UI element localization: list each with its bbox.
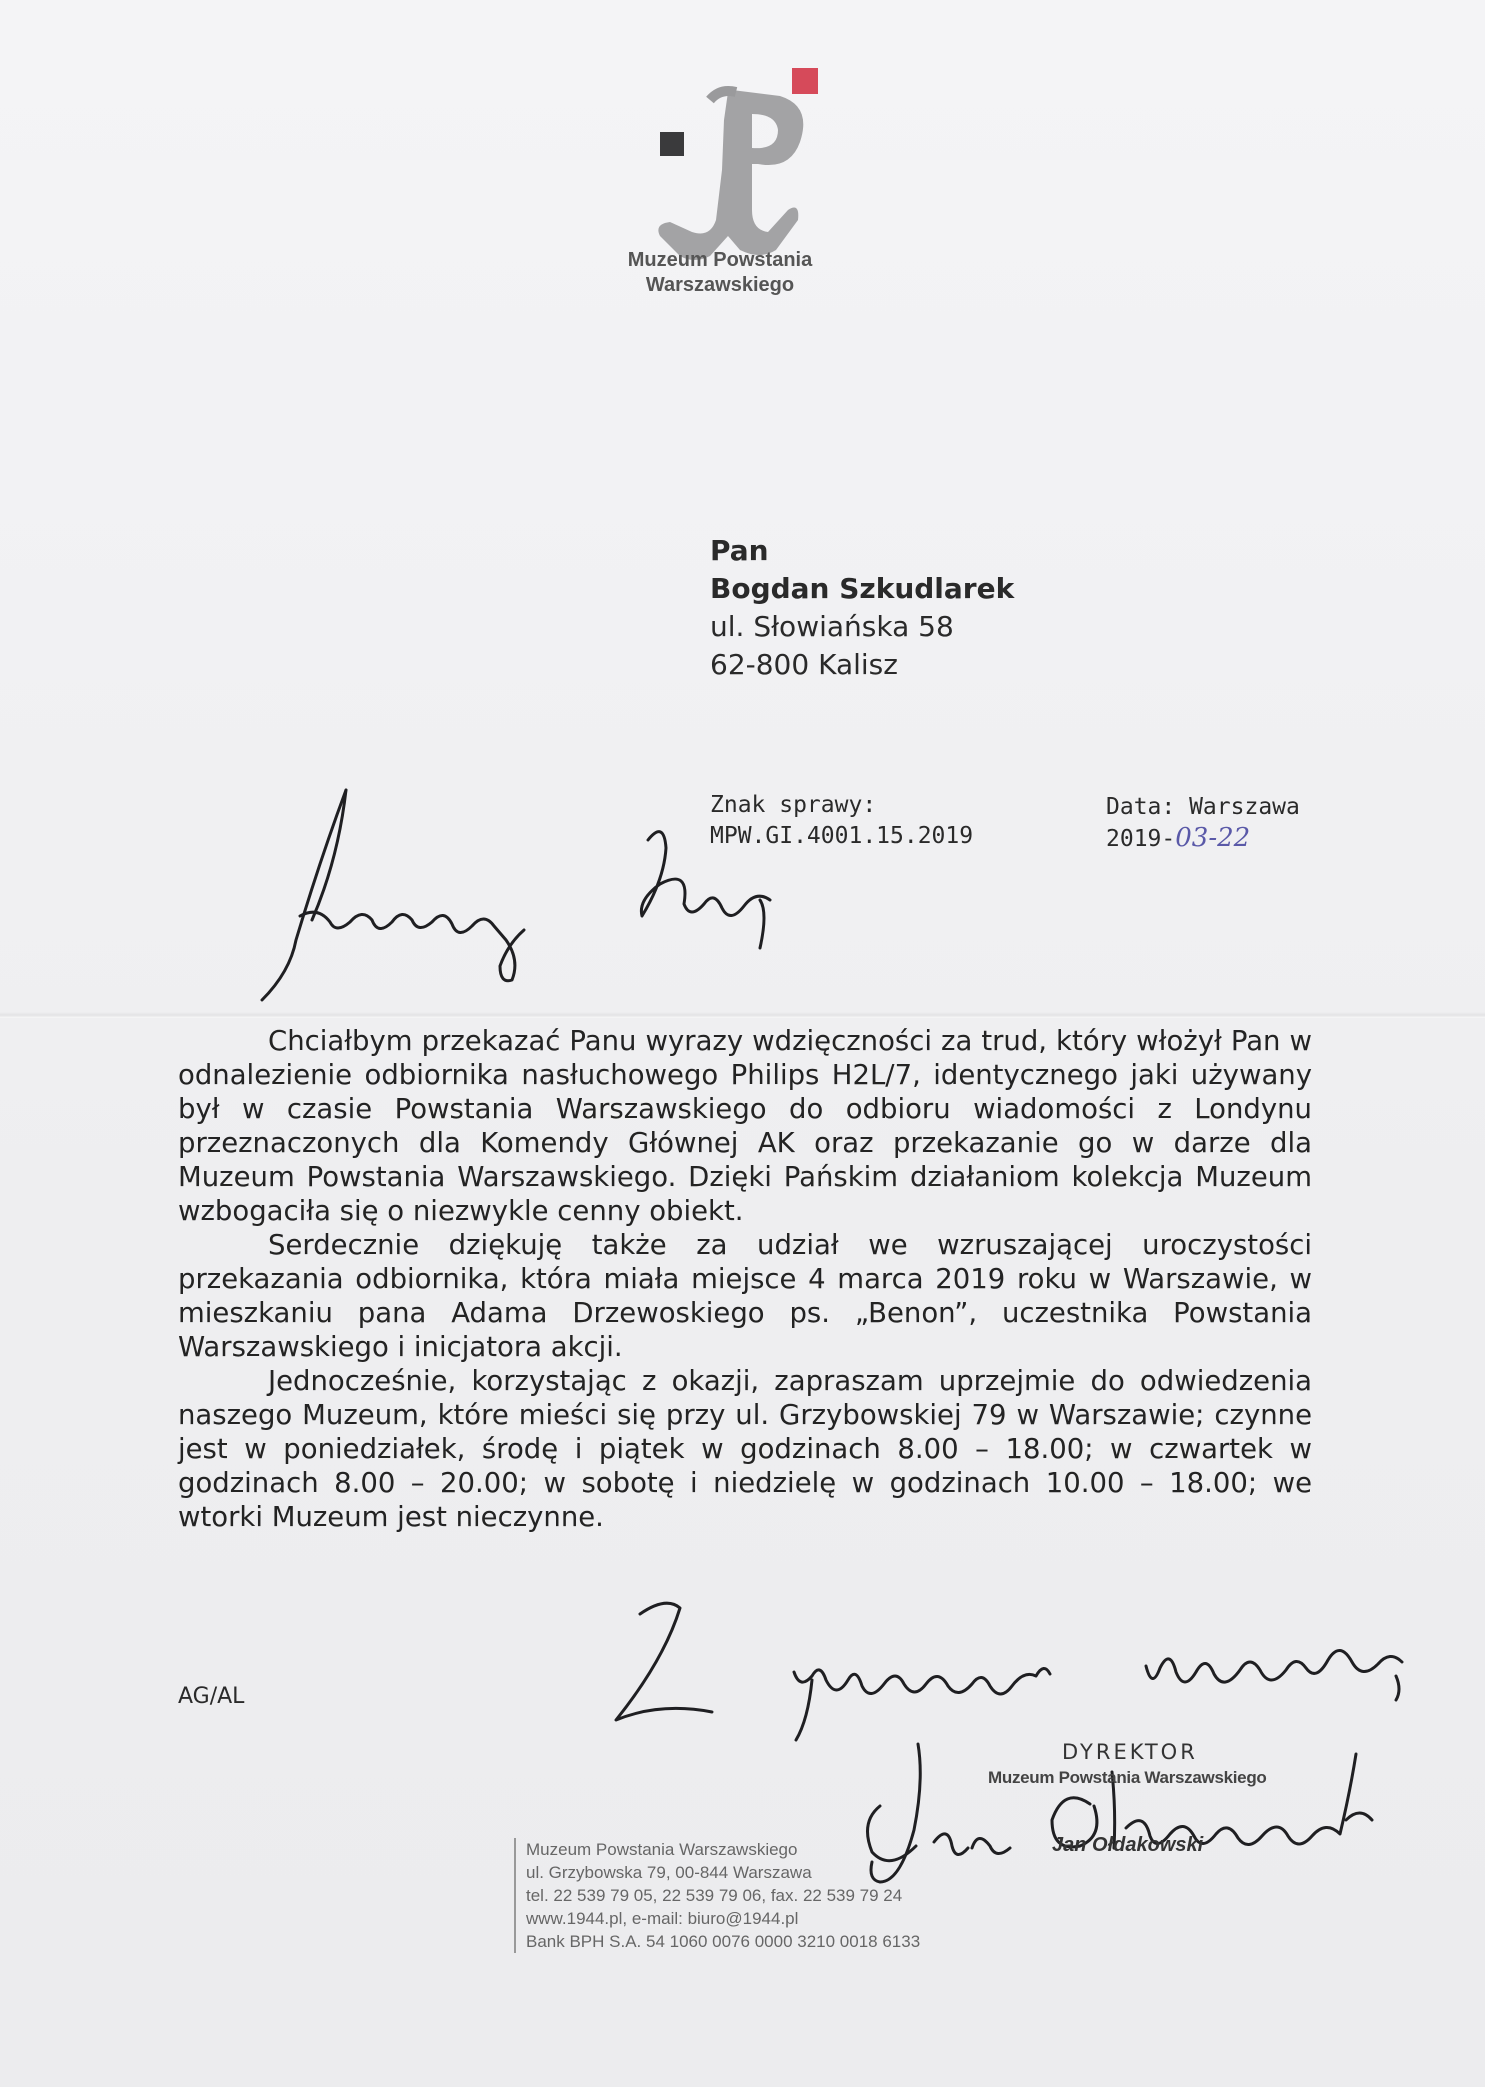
footer-line-3: tel. 22 539 79 05, 22 539 79 06, fax. 22 539 79 24 <box>526 1886 903 1905</box>
letterhead-footer <box>514 1838 920 1953</box>
signatory-organization: Muzeum Powstania Warszawskiego <box>988 1768 1267 1787</box>
recipient-salutation: Pan <box>710 534 769 567</box>
recipient-name: Bogdan Szkudlarek <box>710 572 1015 605</box>
logo-name-line2: Warszawskiego <box>645 274 795 296</box>
logo-name-line1: Muzeum Powstania <box>627 249 813 271</box>
footer-line-2: ul. Grzybowska 79, 00-844 Warszawa <box>526 1863 812 1882</box>
signatory-title: DYREKTOR <box>1062 1740 1198 1764</box>
date-label: Data: Warszawa <box>1106 794 1300 820</box>
reference-initials: AG/AL <box>178 1684 245 1709</box>
footer-line-5: Bank BPH S.A. 54 1060 0076 0000 3210 0018 6133 <box>526 1932 921 1951</box>
footer-line-4: www.1944.pl, e-mail: biuro@1944.pl <box>526 1909 799 1928</box>
footer-line-1: Muzeum Powstania Warszawskiego <box>526 1840 798 1859</box>
case-label: Znak sprawy: <box>710 792 877 818</box>
date-handwritten: 03-22 <box>1175 823 1251 853</box>
signatory-name: Jan Ołdakowski <box>1052 1834 1204 1856</box>
date-printed: 2019- <box>1106 826 1176 852</box>
body-paragraph-2: Serdecznie dziękuję także za udział we wzruszającej uroczystości przekazania odbiornika, która miała miejsce 4 marca 2019 roku w Warszawie, w mieszkaniu pana Adama Drzewoskiego ps. „Benon”, uczestnika Powstania Warszawskiego i inicjatora akcji. <box>178 1229 1312 1363</box>
body-paragraph-3: Jednocześnie, korzystając z okazji, zapraszam uprzejmie do odwiedzenia naszego Muzeum, które mieści się przy ul. Grzybowskiej 79 w Warszawie; czynne jest w poniedziałek, środę i piątek w godzinach 8.00 – 18.00; w czwartek w godzinach 8.00 – 20.00; w sobotę i niedzielę w godzinach 10.00 – 18.00; we wtorki Muzeum jest nieczynne. <box>178 1365 1312 1533</box>
recipient-city: 62-800 Kalisz <box>710 648 898 681</box>
body-paragraph-1: Chciałbym przekazać Panu wyrazy wdzięczności za trud, który włożył Pan w odnalezienie odbiornika nasłuchowego Philips H2L/7, identycznego jaki używany był w czasie Powstania Warszawskiego do odbioru wiadomości z Londynu przeznaczonych dla Komendy Głównej AK oraz przekazanie go w darze dla Muzeum Powstania Warszawskiego. Dzięki Pańskim działaniom kolekcja Muzeum wzbogaciła się o niezwykle cenny obiekt. <box>178 1025 1312 1227</box>
case-number: MPW.GI.4001.15.2019 <box>710 823 974 849</box>
recipient-street: ul. Słowiańska 58 <box>710 610 954 643</box>
